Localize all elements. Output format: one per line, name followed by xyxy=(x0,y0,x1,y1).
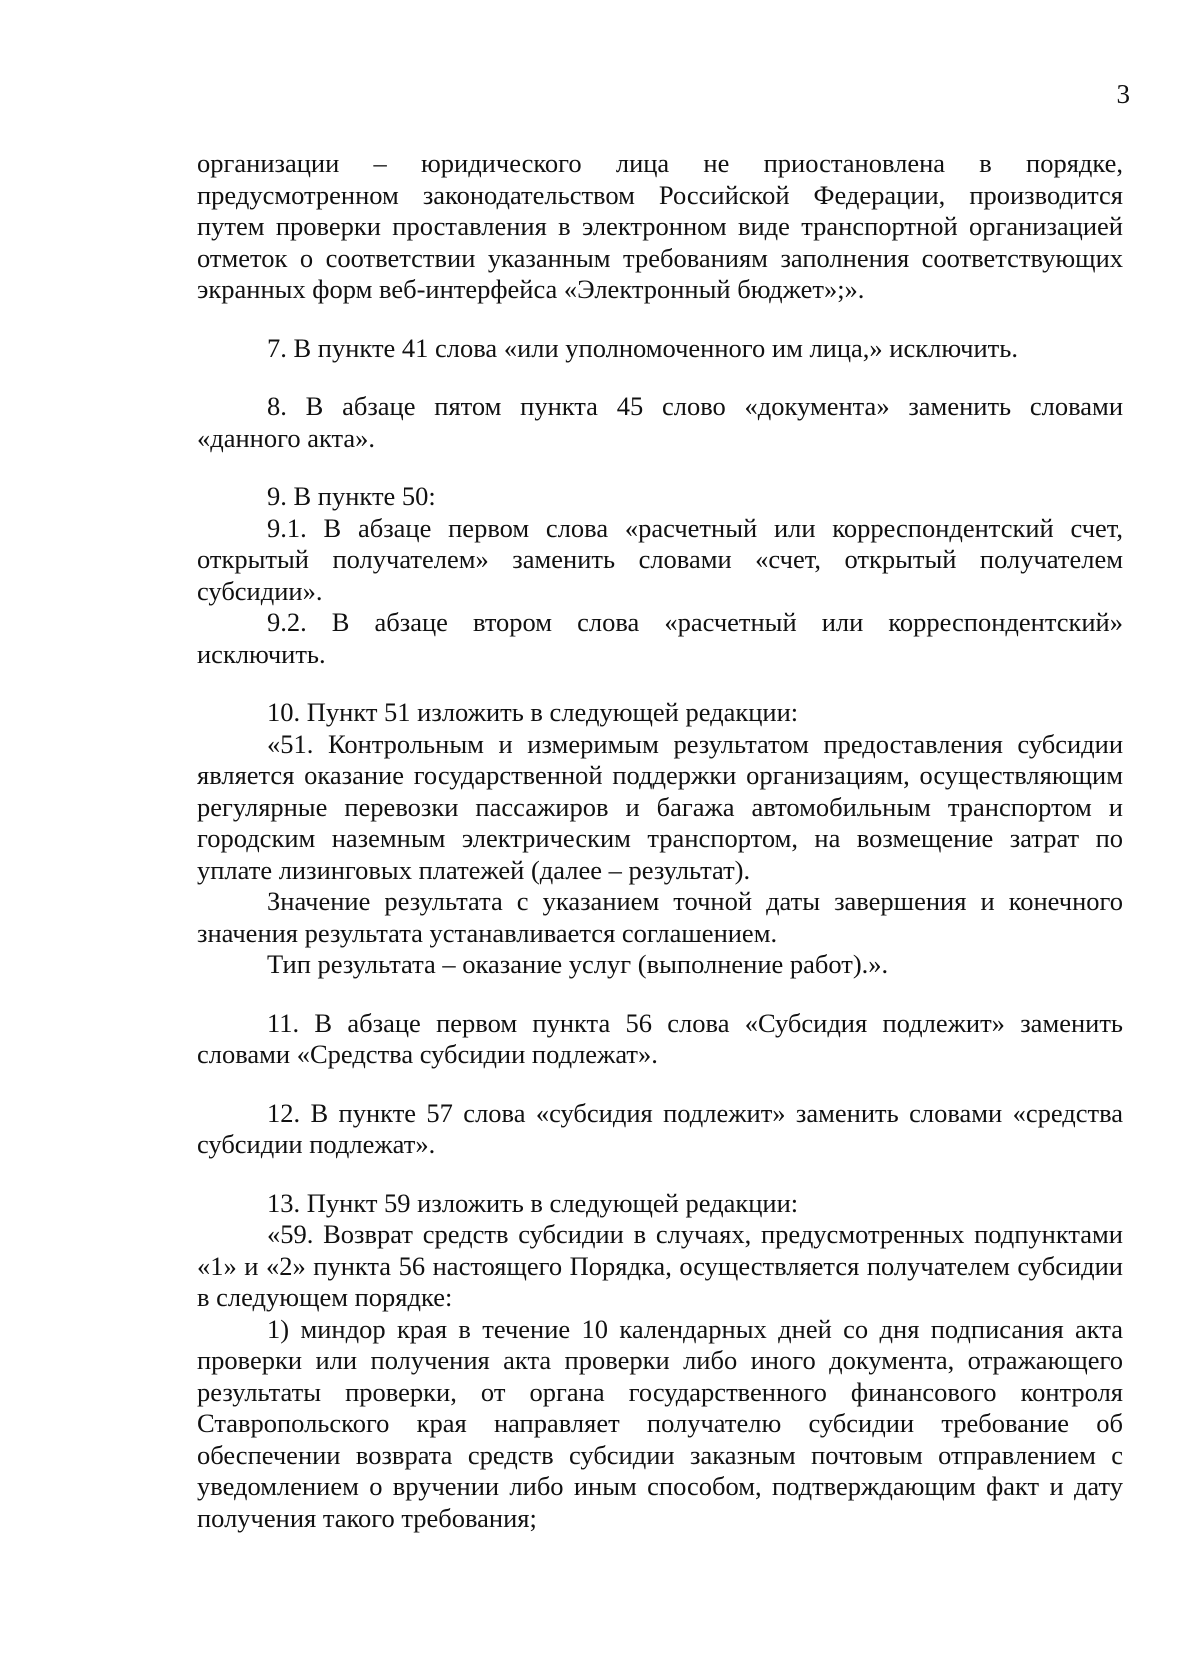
paragraph-item-7: 7. В пункте 41 слова «или уполномоченного им лица,» исключить. xyxy=(267,332,1018,363)
paragraph-continuation: организации – юридического лица не приостановлена в порядке, предусмотренном законодательством Российской Федерации, производится путем проверки проставления в электронном виде транспортной организацией отметок о соответствии указанным требованиям заполнения соответствующих экранных форм веб-интерфейса «Электронный бюджет»;». xyxy=(197,148,1123,304)
paragraph-item-10-result-type: Тип результата – оказание услуг (выполнение работ).». xyxy=(267,949,889,979)
paragraph-item-9-2: 9.2. В абзаце втором слова «расчетный или корреспондентский» исключить. xyxy=(197,607,1123,669)
paragraph-item-8: 8. В абзаце пятом пункта 45 слово «документа» заменить словами «данного акта». xyxy=(197,391,1123,453)
paragraph-item-9: 9. В пункте 50: xyxy=(267,481,436,511)
paragraph-item-10-clause-51: «51. Контрольным и измеримым результатом предоставления субсидии является оказание государственной поддержки организациям, осуществляющим регулярные перевозки пассажиров и багажа автомобильным транспортом и городским наземным электрическим транспортом, на возмещение затрат по уплате лизинговых платежей (далее – результат). xyxy=(197,728,1123,885)
paragraph-item-12: 12. В пункте 57 слова «субсидия подлежит» заменить словами «средства субсидии подлежат». xyxy=(197,1097,1123,1159)
paragraph-item-10-result-value: Значение результата с указанием точной даты завершения и конечного значения результата устанавливается соглашением. xyxy=(197,886,1123,948)
paragraph-item-9-1: 9.1. В абзаце первом слова «расчетный или корреспондентский счет, открытый получателем» заменить словами «счет, открытый получателем субсидии». xyxy=(197,512,1123,606)
document-body xyxy=(197,148,1123,1534)
paragraph-item-13: 13. Пункт 59 изложить в следующей редакции: xyxy=(267,1187,799,1218)
paragraph-item-13-subclause-1: 1) миндор края в течение 10 календарных дней со дня подписания акта проверки или получения акта проверки либо иного документа, отражающего результаты проверки, от органа государственного финансового контроля Ставропольского края направляет получателю субсидии требование об обеспечении возврата средств субсидии заказным почтовым отправлением с уведомлением о вручении либо иным способом, подтверждающим факт и дату получения такого требования; xyxy=(197,1313,1123,1533)
paragraph-item-10: 10. Пункт 51 изложить в следующей редакции: xyxy=(267,697,799,727)
page-number: 3 xyxy=(1116,79,1130,109)
paragraph-item-11: 11. В абзаце первом пункта 56 слова «Субсидия подлежит» заменить словами «Средства субсидии подлежат». xyxy=(197,1007,1123,1069)
paragraph-item-13-clause-59: «59. Возврат средств субсидии в случаях, предусмотренных подпунктами «1» и «2» пункта 56 настоящего Порядка, осуществляется получателем субсидии в следующем порядке: xyxy=(197,1219,1123,1312)
